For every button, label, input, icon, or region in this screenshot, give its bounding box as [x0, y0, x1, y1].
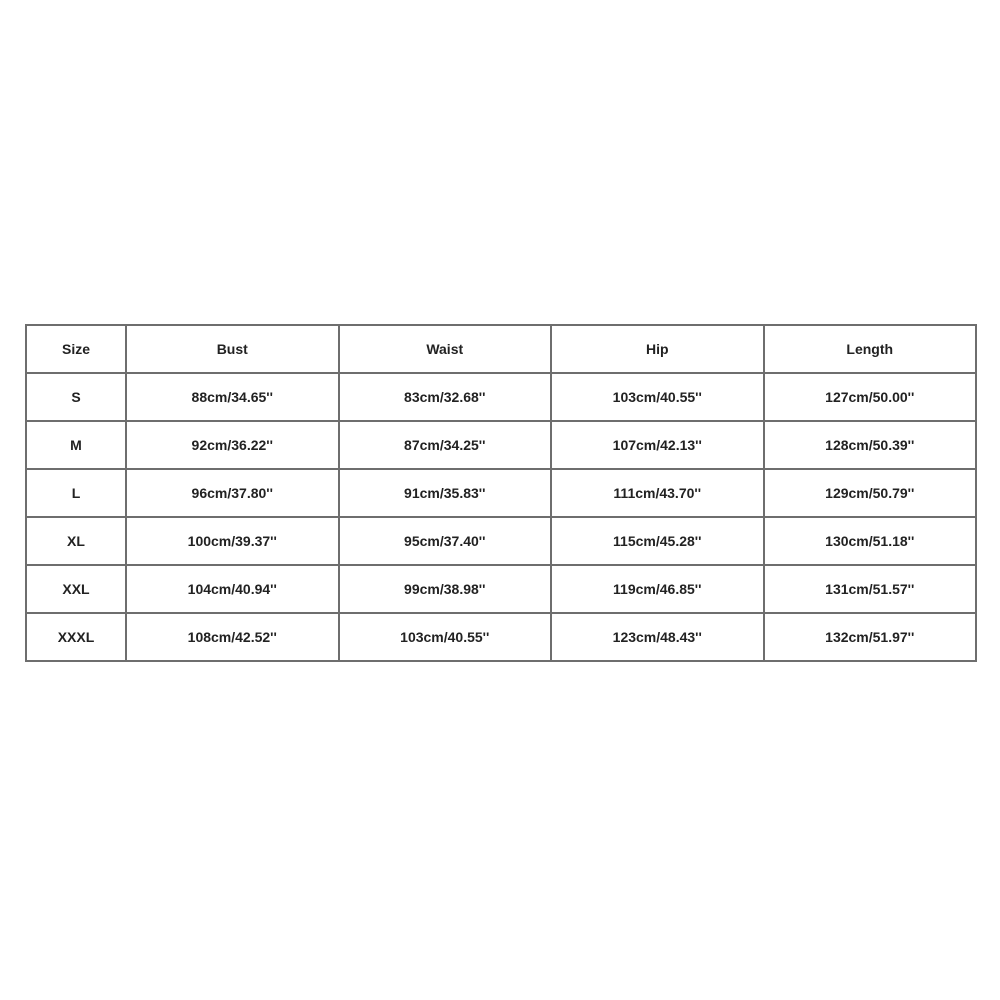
cell-length: 132cm/51.97'': [764, 613, 977, 661]
cell-waist: 91cm/35.83'': [339, 469, 552, 517]
cell-bust: 100cm/39.37'': [126, 517, 339, 565]
cell-length: 131cm/51.57'': [764, 565, 977, 613]
header-waist: Waist: [339, 325, 552, 373]
cell-hip: 107cm/42.13'': [551, 421, 764, 469]
table-row: [26, 421, 976, 469]
cell-length: 128cm/50.39'': [764, 421, 977, 469]
cell-waist: 87cm/34.25'': [339, 421, 552, 469]
header-length: Length: [764, 325, 977, 373]
cell-length: 127cm/50.00'': [764, 373, 977, 421]
cell-size: XXL: [26, 565, 126, 613]
table-row: [26, 613, 976, 661]
cell-bust: 108cm/42.52'': [126, 613, 339, 661]
cell-size: L: [26, 469, 126, 517]
cell-waist: 99cm/38.98'': [339, 565, 552, 613]
cell-hip: 103cm/40.55'': [551, 373, 764, 421]
cell-waist: 103cm/40.55'': [339, 613, 552, 661]
table-row: [26, 565, 976, 613]
table-row: [26, 517, 976, 565]
cell-bust: 92cm/36.22'': [126, 421, 339, 469]
header-bust: Bust: [126, 325, 339, 373]
cell-length: 130cm/51.18'': [764, 517, 977, 565]
cell-waist: 95cm/37.40'': [339, 517, 552, 565]
cell-size: XXXL: [26, 613, 126, 661]
cell-size: XL: [26, 517, 126, 565]
cell-waist: 83cm/32.68'': [339, 373, 552, 421]
cell-hip: 123cm/48.43'': [551, 613, 764, 661]
cell-bust: 96cm/37.80'': [126, 469, 339, 517]
table-row: [26, 373, 976, 421]
cell-size: S: [26, 373, 126, 421]
cell-hip: 119cm/46.85'': [551, 565, 764, 613]
size-chart-table: [25, 324, 977, 662]
cell-bust: 88cm/34.65'': [126, 373, 339, 421]
table-row: [26, 469, 976, 517]
cell-size: M: [26, 421, 126, 469]
cell-bust: 104cm/40.94'': [126, 565, 339, 613]
cell-hip: 111cm/43.70'': [551, 469, 764, 517]
cell-hip: 115cm/45.28'': [551, 517, 764, 565]
cell-length: 129cm/50.79'': [764, 469, 977, 517]
header-size: Size: [26, 325, 126, 373]
header-hip: Hip: [551, 325, 764, 373]
header-row: [26, 325, 976, 373]
